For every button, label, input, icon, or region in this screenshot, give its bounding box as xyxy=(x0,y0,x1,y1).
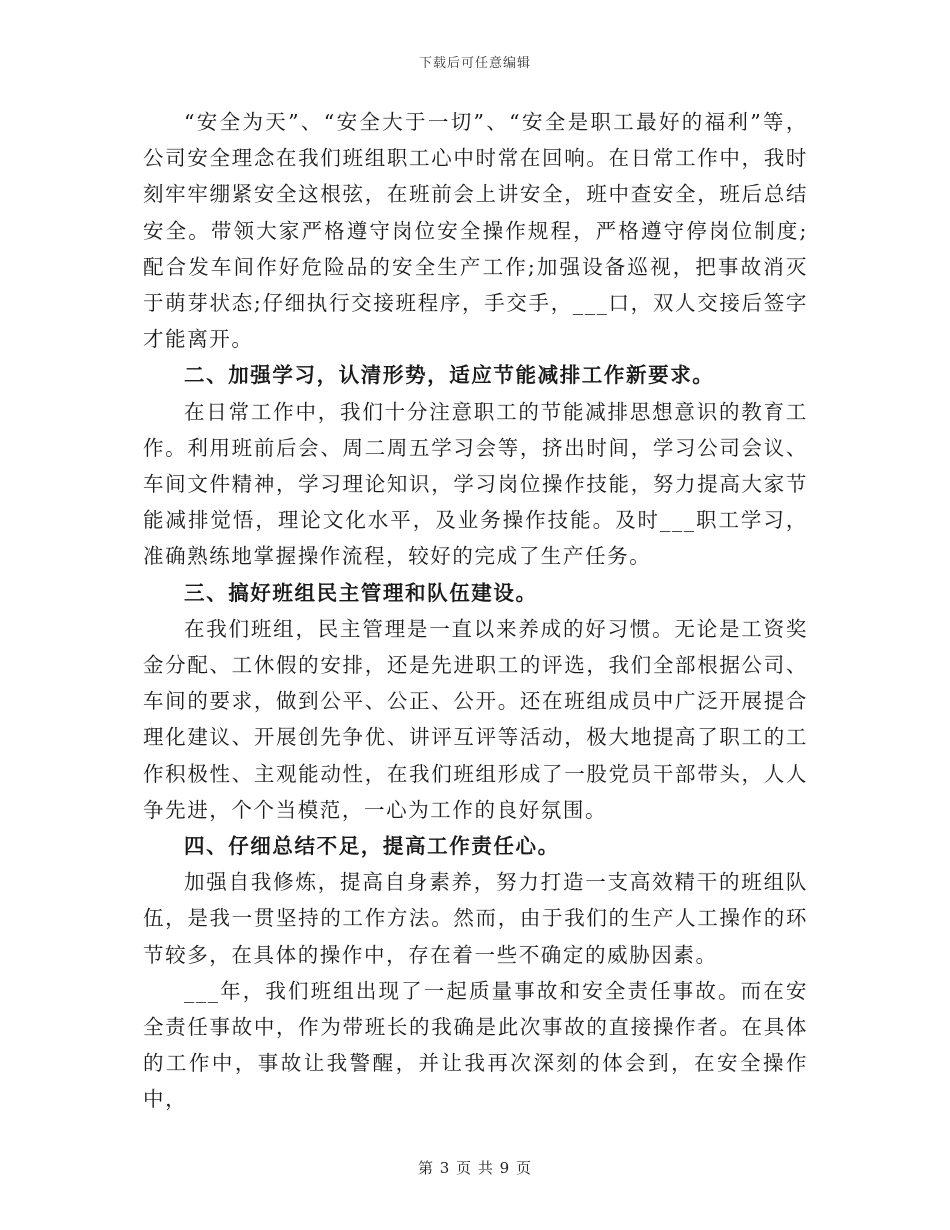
section-heading-4: 四、仔细总结不足，提高工作责任心。 xyxy=(184,834,560,859)
page-number: 第 3 页 共 9 页 xyxy=(418,1159,532,1177)
section-heading-2: 二、加强学习，认清形势，适应节能减排工作新要求。 xyxy=(184,363,715,388)
paragraph-study: 在日常工作中，我们十分注意职工的节能减排思想意识的教育工作。利用班前后会、周二周五学习会等，挤出时间，学习公司会议、车间文件精神，学习理论知识，学习岗位操作技能，努力提高大家节能减排觉悟，理论文化水平，及业务操作技能。及时___职工学习，准确熟练地掌握操作流程，较好的完成了生产任务。 xyxy=(143,399,808,569)
paragraph-self-improvement: 加强自我修炼，提高自身素养，努力打造一支高效精干的班组队伍，是我一贯坚持的工作方法。然而，由于我们的生产人工操作的环节较多，在具体的操作中，存在着一些不确定的威胁因素。 xyxy=(143,870,808,967)
paragraph-safety: “安全为天”、“安全大于一切”、“安全是职工最好的福利”等，公司安全理念在我们班组职工心中时常在回响。在日常工作中，我时刻牢牢绷紧安全这根弦，在班前会上讲安全，班中查安全，班后总结安全。带领大家严格遵守岗位安全操作规程，严格遵守停岗位制度;配合发车间作好危险品的安全生产工作;加强设备巡视，把事故消灭于萌芽状态;仔细执行交接班程序，手交手，___口，双人交接后签字才能离开。 xyxy=(143,110,808,352)
paragraph-accident: ___年，我们班组出现了一起质量事故和安全责任事故。而在安全责任事故中，作为带班长的我确是此次事故的直接操作者。在具体的工作中，事故让我警醒，并让我再次深刻的体会到，在安全操作中， xyxy=(143,978,808,1112)
section-heading-3: 三、搞好班组民主管理和队伍建设。 xyxy=(184,580,538,605)
page-header: 下载后可任意编辑 xyxy=(418,56,531,71)
paragraph-management: 在我们班组，民主管理是一直以来养成的好习惯。无论是工资奖金分配、工休假的安排，还是先进职工的评选，我们全部根据公司、车间的要求，做到公平、公正、公开。还在班组成员中广泛开展提合理化建议、开展创先争优、讲评互评等活动，极大地提高了职工的工作积极性、主观能动性，在我们班组形成了一股党员干部带头，人人争先进，个个当模范，一心为工作的良好氛围。 xyxy=(143,616,808,822)
document-body xyxy=(143,104,808,1118)
